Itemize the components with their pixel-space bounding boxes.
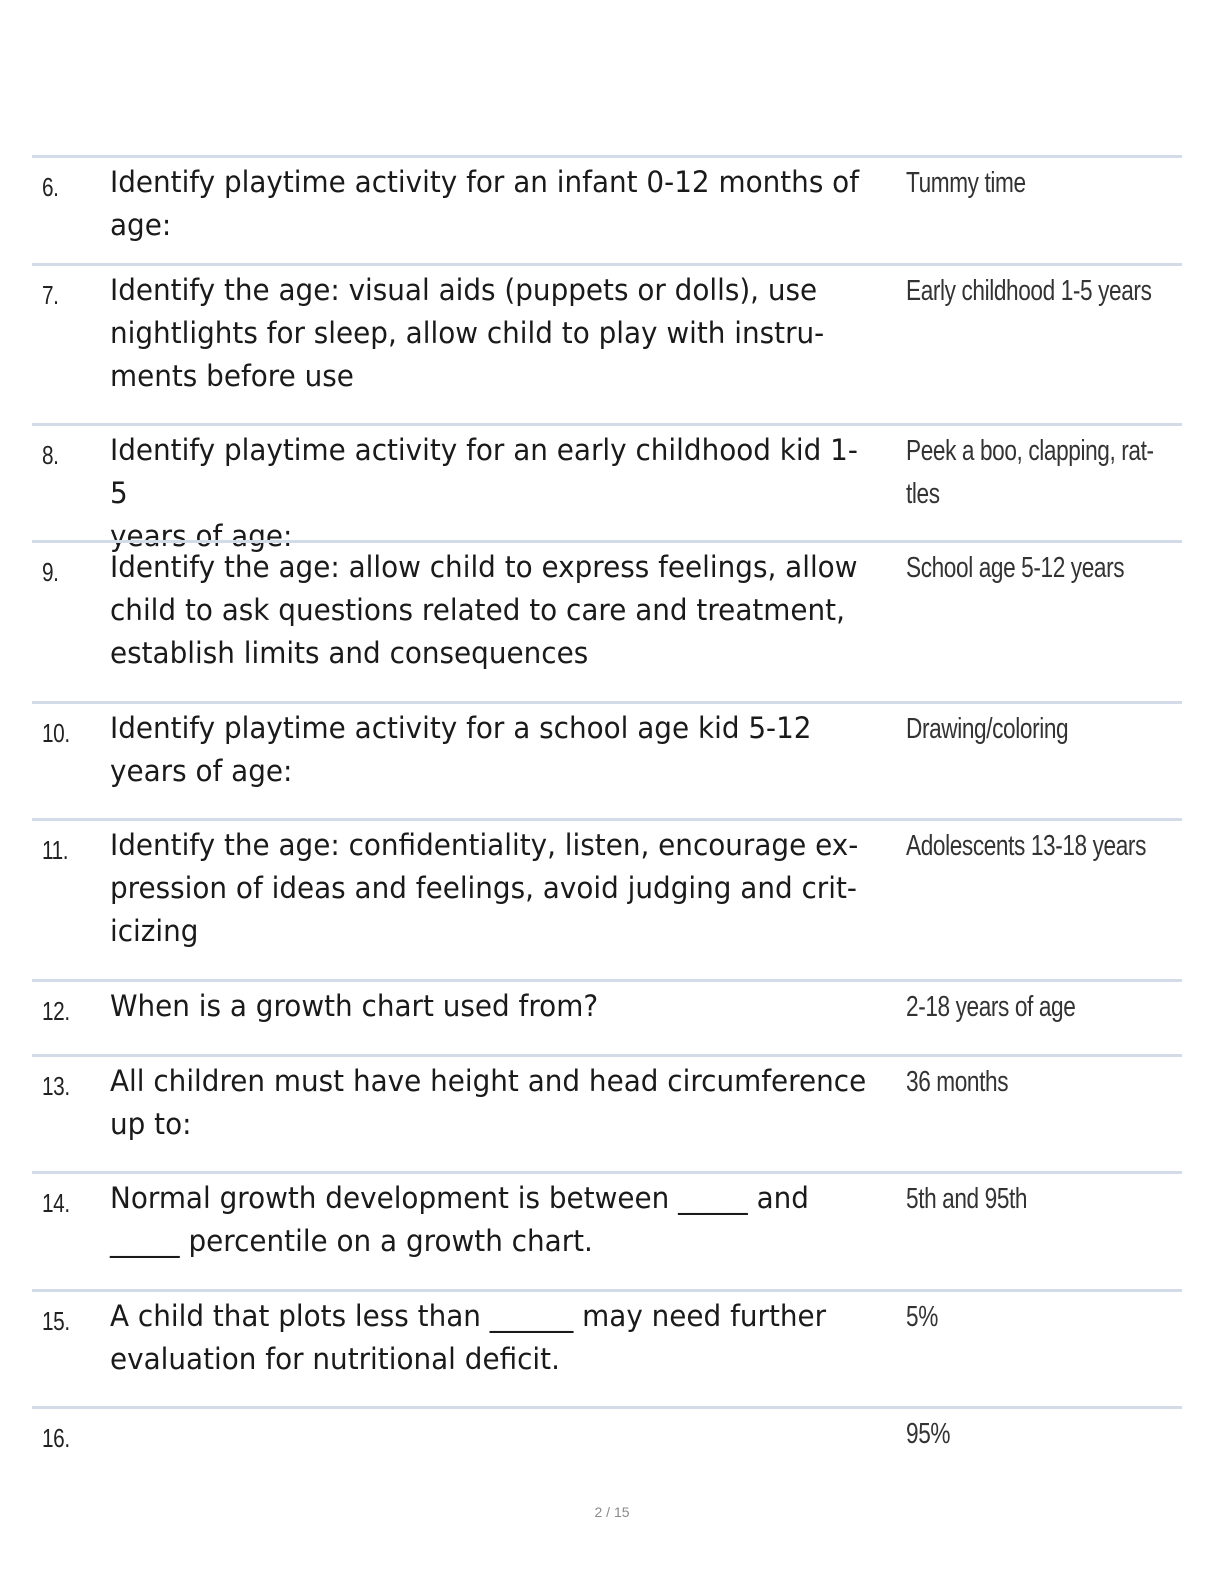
question-text: A child that plots less than ______ may need further evaluation for nutritional deficit. [110, 1299, 827, 1376]
table-row [32, 1289, 1182, 1406]
answer-text: Tummy time [906, 167, 1026, 199]
row-number: 15. [42, 1306, 70, 1336]
answer-text: 5% [906, 1301, 938, 1333]
question-text: Identify playtime activity for an early childhood kid 1-5 years of age: [110, 433, 858, 553]
table-row [32, 1171, 1182, 1289]
row-number: 6. [42, 172, 59, 202]
row-number: 7. [42, 280, 59, 310]
answer-text: 95% [906, 1418, 951, 1450]
question-text: Identify the age: visual aids (puppets or dolls), use nightlights for sleep, allow child to play with instru- ments before use [110, 273, 825, 393]
answer-text: 36 months [906, 1066, 1009, 1098]
row-number: 13. [42, 1071, 70, 1101]
question-text: Identify playtime activity for a school age kid 5-12 years of age: [110, 711, 812, 788]
table-row [32, 155, 1182, 263]
table-row [32, 1406, 1182, 1476]
answer-text: Peek a boo, clapping, rat- tles [906, 435, 1154, 510]
question-text: Identify playtime activity for an infant 0-12 months of age: [110, 165, 860, 242]
row-number: 11. [42, 835, 69, 865]
question-text: Identify the age: confidentiality, listen, encourage ex- pression of ideas and feelings, avoid judging and crit- icizing [110, 828, 859, 948]
table-row [32, 701, 1182, 818]
row-number: 9. [42, 557, 59, 587]
table-row [32, 423, 1182, 553]
answer-text: School age 5-12 years [906, 552, 1125, 584]
answer-text: Adolescents 13-18 years [906, 830, 1146, 862]
page-number: 2 / 15 [594, 1504, 630, 1520]
answer-text: Early childhood 1-5 years [906, 275, 1152, 307]
qa-table [32, 155, 1182, 1476]
question-text: When is a growth chart used from? [110, 989, 599, 1023]
table-row [32, 540, 1182, 701]
question-text: Identify the age: allow child to express feelings, allow child to ask questions related to care and treatment, establish limits and consequences [110, 550, 858, 670]
answer-text: Drawing/coloring [906, 713, 1069, 745]
row-number: 10. [42, 718, 70, 748]
table-row [32, 263, 1182, 423]
row-number: 16. [42, 1423, 70, 1453]
table-row [32, 979, 1182, 1054]
row-number: 14. [42, 1188, 70, 1218]
row-number: 8. [42, 440, 59, 470]
answer-text: 2-18 years of age [906, 991, 1076, 1023]
row-number: 12. [42, 996, 70, 1026]
table-row [32, 1054, 1182, 1171]
question-text: All children must have height and head circumference up to: [110, 1064, 867, 1141]
answer-text: 5th and 95th [906, 1183, 1028, 1215]
question-text: Normal growth development is between _____ and _____ percentile on a growth chart. [110, 1181, 809, 1258]
table-row [32, 818, 1182, 979]
